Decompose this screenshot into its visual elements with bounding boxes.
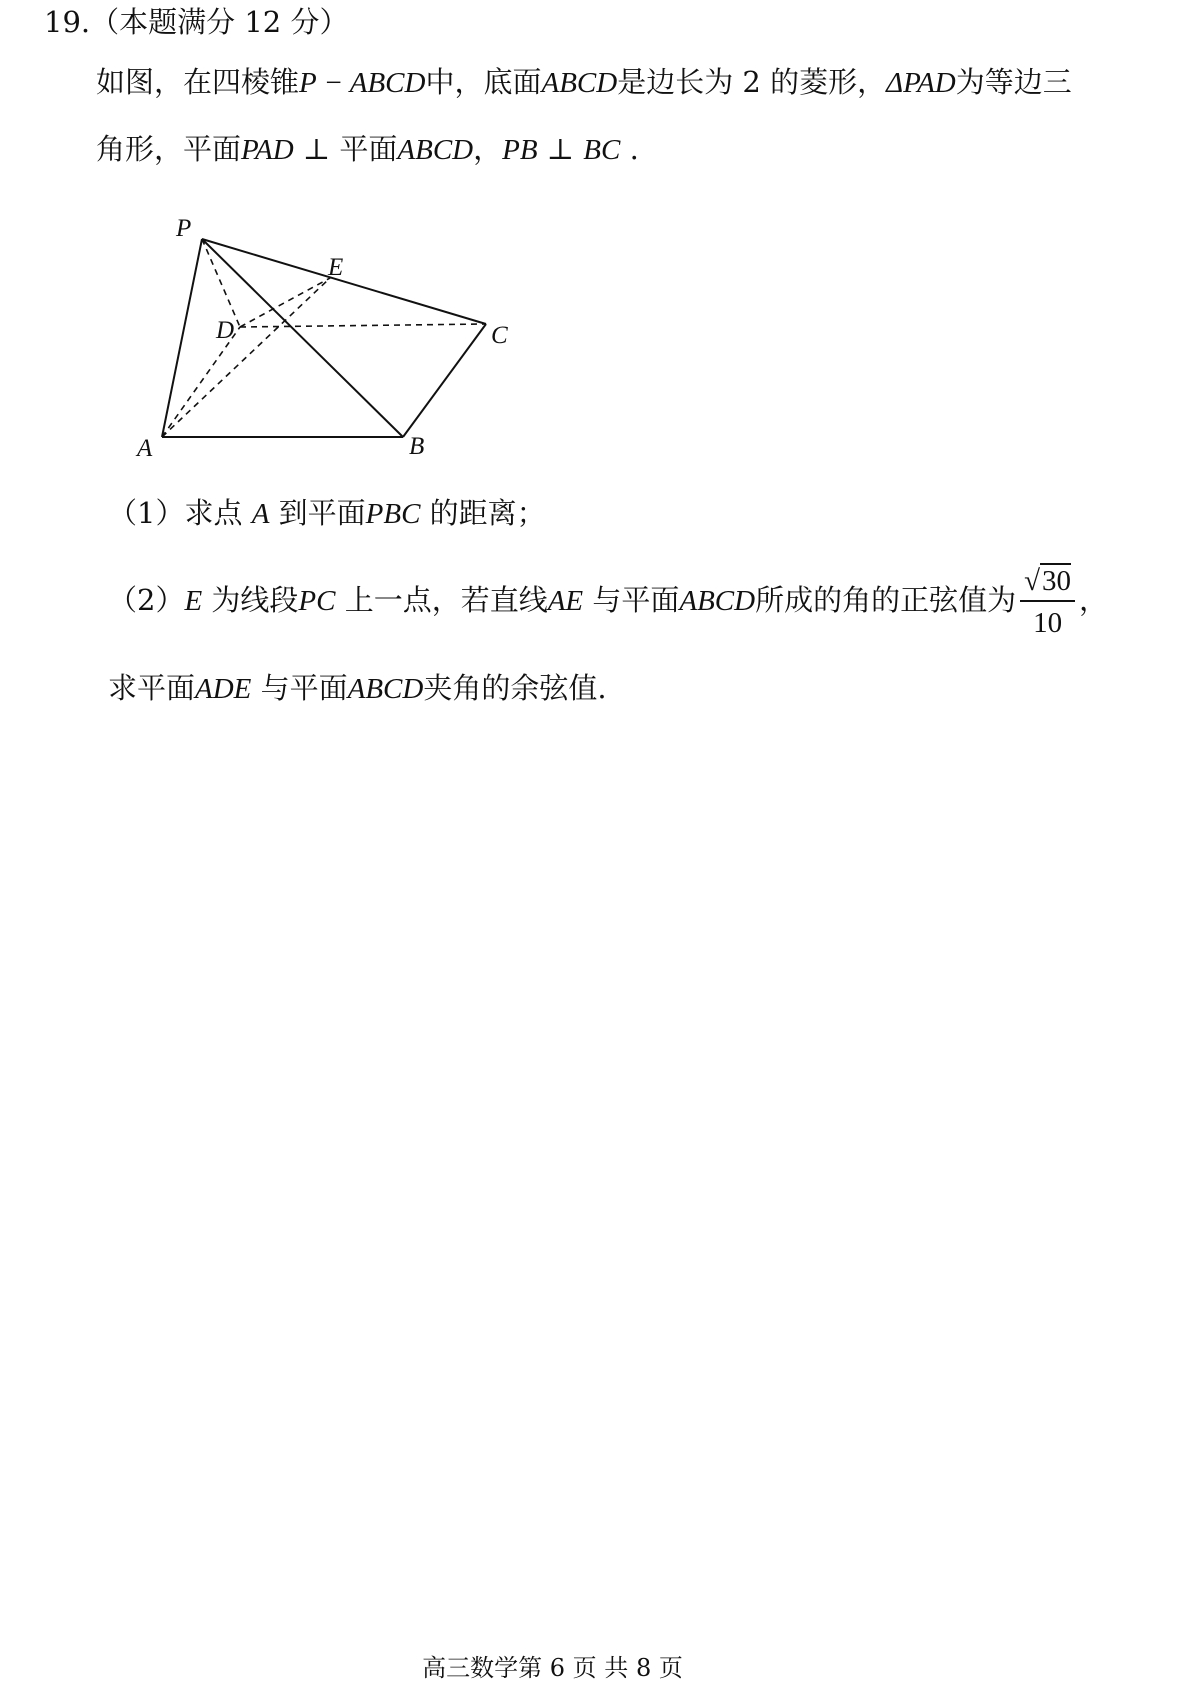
part-text: 所成的角的正弦值为 — [755, 583, 1017, 617]
line-bc: BC — [583, 134, 621, 166]
pyramid-name: P − ABCD — [299, 67, 426, 99]
plane-pad: PAD — [241, 134, 294, 166]
part-text: 的距离； — [429, 496, 546, 530]
stem-text: 平面 — [339, 132, 398, 166]
label-e: E — [328, 254, 344, 281]
stem-text: 角形， — [96, 132, 184, 166]
part-text: 到平面 — [278, 496, 366, 530]
part-text: 与平面 — [260, 671, 348, 705]
part-1 — [108, 495, 546, 532]
line-ae: AE — [547, 585, 584, 617]
edge-bc — [403, 324, 486, 437]
plane-abcd-2: ABCD — [679, 585, 756, 617]
stem-text: 平面 — [183, 132, 242, 166]
label-a: A — [137, 435, 153, 462]
base-name: ABCD — [541, 67, 618, 99]
point-a: A — [251, 498, 270, 530]
line-pb: PB — [502, 134, 538, 166]
point-e: E — [184, 585, 203, 617]
sine-fraction — [1020, 564, 1075, 640]
part-text: 为线段 — [211, 583, 299, 617]
part-text: 与平面 — [592, 583, 680, 617]
fraction-denominator: 10 — [1033, 607, 1063, 639]
stem-text: 为等边三 — [955, 65, 1072, 99]
sqrt-radicand: 30 — [1042, 565, 1072, 597]
stem-text: . — [620, 132, 639, 166]
part-2-label: （2） — [108, 583, 185, 617]
fraction-numerator: √30 — [1020, 564, 1075, 602]
plane-abcd: ABCD — [397, 134, 474, 166]
perp-symbol: ⊥ — [293, 132, 340, 166]
segment-pc: PC — [298, 585, 336, 617]
part-text: 求点 — [184, 496, 243, 530]
part-text: 求平面 — [108, 671, 196, 705]
stem-text: ， — [473, 132, 503, 166]
edge-pa — [162, 239, 202, 437]
pyramid-figure — [0, 0, 620, 500]
stem-text: 如图，在四棱锥 — [96, 65, 300, 99]
triangle-name: ΔPAD — [886, 67, 956, 99]
score-note: （本题满分 12 分） — [90, 5, 349, 39]
edge-ae — [162, 278, 330, 437]
label-p: P — [176, 215, 192, 242]
part-2-line-1 — [108, 560, 1108, 641]
label-c: C — [491, 322, 508, 349]
stem-text: 中，底面 — [425, 65, 542, 99]
problem-number: 19. — [44, 5, 91, 39]
perp-symbol: ⊥ — [537, 132, 584, 166]
part-2-line-2 — [108, 670, 607, 707]
stem-text: 是边长为 2 的菱形， — [617, 65, 887, 99]
plane-ade: ADE — [195, 673, 252, 705]
label-d: D — [216, 317, 235, 344]
edge-dc — [240, 324, 486, 327]
plane-pbc: PBC — [365, 498, 421, 530]
part-1-label: （1） — [108, 496, 185, 530]
page-footer: 高三数学第 6 页 共 8 页 — [422, 1654, 683, 1682]
part-text: ， — [1079, 583, 1109, 617]
part-text: 夹角的余弦值. — [423, 671, 607, 705]
plane-abcd-3: ABCD — [347, 673, 424, 705]
edge-pd — [202, 239, 240, 327]
part-text: 上一点，若直线 — [344, 583, 548, 617]
label-b: B — [409, 433, 425, 460]
